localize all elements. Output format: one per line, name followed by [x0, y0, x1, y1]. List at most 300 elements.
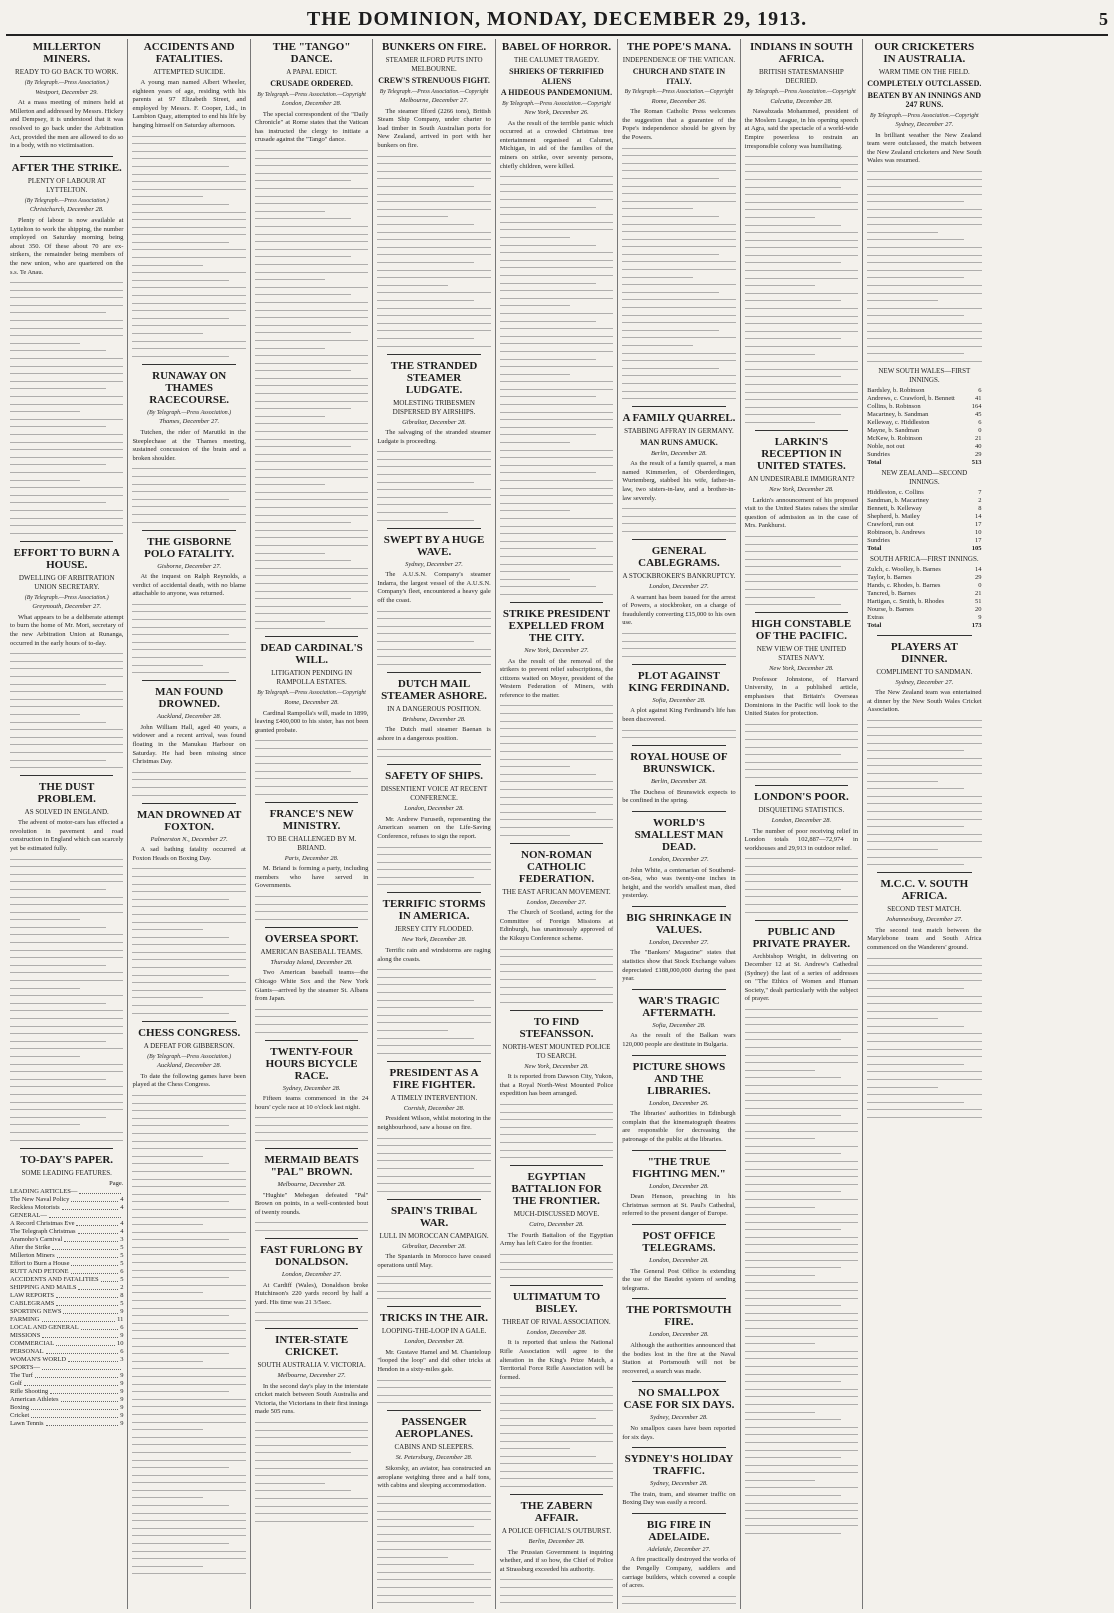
text-line	[132, 1222, 202, 1227]
features-index-page: 5	[120, 1259, 124, 1267]
text-line	[132, 1351, 228, 1356]
text-line	[500, 258, 613, 263]
features-index	[10, 1180, 123, 1428]
text-line	[10, 364, 123, 369]
text-line	[622, 297, 735, 302]
text-line	[500, 281, 596, 286]
text-line	[500, 1476, 613, 1481]
text-line	[500, 432, 596, 437]
text-line	[255, 1428, 368, 1433]
article-divider	[632, 1381, 725, 1382]
article-man-found-drowned	[132, 680, 245, 797]
article-body	[622, 1342, 735, 1376]
article-text-continuation	[255, 1220, 368, 1233]
article-subhead: DWELLING OF ARBITRATION UNION SECRETARY.	[18, 573, 115, 591]
features-index-label: PERSONAL	[10, 1347, 44, 1355]
article-dateline: New York, December 28.	[524, 1062, 589, 1070]
text-line	[745, 775, 858, 780]
article-paragraph: Plenty of labour is now available at Lyttelton to work the shipping, the number employed on Saturday morning being about 350. Of these about 70 are ex-strikers, the remainder being members of the new union, who are quartered on the s.s. Te Anau.	[10, 216, 124, 276]
article-divider	[20, 1148, 113, 1149]
article-text-continuation	[255, 894, 368, 922]
features-index-row	[10, 1324, 123, 1332]
features-index-row	[10, 1372, 123, 1380]
features-index-label: LOCAL AND GENERAL	[10, 1323, 79, 1331]
features-index-row	[10, 1196, 123, 1204]
runs: 21	[975, 589, 982, 597]
article-headline: DEAD CARDINAL'S WILL.	[260, 642, 363, 667]
text-line	[500, 947, 613, 952]
text-line	[745, 192, 858, 197]
text-line	[255, 308, 368, 313]
text-line	[377, 1547, 490, 1552]
text-line	[132, 1518, 245, 1523]
column-1	[6, 39, 128, 1609]
article-paragraph: Terrific rain and windstorms are raging along the coasts.	[377, 947, 491, 963]
article-dateline: Sydney, December 27.	[405, 560, 463, 568]
scorecard-title: NEW ZEALAND—SECOND INNINGS.	[881, 468, 968, 486]
text-line	[500, 825, 613, 830]
runs: 10	[975, 528, 982, 536]
text-line	[255, 535, 368, 540]
article-text-continuation	[500, 174, 613, 597]
column-4	[373, 39, 495, 1609]
dot-leader	[56, 1340, 115, 1346]
article-headline: WORLD'S SMALLEST MAN DEAD.	[634, 816, 724, 853]
text-line	[500, 1484, 613, 1489]
text-line	[867, 275, 964, 280]
text-line	[867, 336, 981, 341]
article-dateline: London, December 28.	[649, 1182, 709, 1190]
article-text-continuation	[10, 280, 123, 536]
text-line	[255, 1310, 368, 1315]
article-headline: MILLERTON MINERS.	[32, 41, 101, 65]
article-text-continuation	[377, 1274, 490, 1302]
article-text-continuation	[377, 154, 490, 349]
text-line	[500, 1140, 613, 1145]
text-line	[500, 410, 613, 415]
article-text-continuation	[377, 449, 490, 522]
article-subhead: NEW VIEW OF THE UNITED STATES NAVY.	[756, 645, 847, 663]
text-line	[622, 1594, 735, 1599]
text-line	[745, 1485, 858, 1490]
text-line	[255, 596, 351, 601]
article-credit: (By Telegraph.—Press Association.)	[24, 80, 109, 86]
text-line	[132, 957, 245, 962]
features-index-label: Cricket	[10, 1411, 30, 1419]
text-line	[745, 910, 858, 915]
text-line	[745, 1212, 858, 1217]
text-line	[132, 1397, 245, 1402]
text-line	[10, 379, 123, 384]
text-line	[745, 1280, 858, 1285]
text-line	[10, 651, 123, 656]
text-line	[132, 1374, 245, 1379]
text-line	[132, 1123, 228, 1128]
text-line	[867, 1092, 981, 1097]
text-line	[377, 1005, 490, 1010]
article-body	[377, 571, 490, 605]
text-line	[745, 737, 858, 742]
article-paragraph: Two American baseball teams—the Chicago White Sox and the New York Giants—arrived by the steamer St. Albans from Japan.	[254, 969, 369, 1003]
article-divider	[632, 906, 725, 907]
article-body	[622, 1193, 735, 1219]
features-index-label: Rifle Shooting	[10, 1387, 49, 1395]
article-divider	[387, 672, 480, 673]
text-line	[132, 912, 245, 917]
text-line	[867, 963, 981, 968]
text-line	[377, 169, 490, 174]
article-text-continuation	[867, 718, 981, 867]
article-plot-against-king-ferdinand	[622, 664, 735, 740]
text-line	[745, 767, 858, 772]
article-paragraph: As the result of the removal of the strikers to prevent relief subscriptions, the citizens waited on Moyer, president of the Western Federation of Miners, with reference to the matter.	[499, 657, 614, 699]
article-headline: SAFETY OF SHIPS.	[385, 770, 483, 783]
article-subhead: MOLESTING TRIBESMEN DISPERSED BY AIRSHIPS.	[392, 398, 476, 416]
features-index-row	[10, 1364, 123, 1372]
text-line	[745, 1372, 858, 1377]
article-paragraph: As the result of a family quarrel, a man named Kimmerlen, of Oberderdingen, Wurtemberg, stabbed his wife, father-in-law, two sisters-in-law, and a brother-in-law severely.	[622, 460, 736, 502]
text-line	[255, 738, 368, 743]
article-safety-of-ships	[377, 764, 490, 887]
text-line	[500, 1423, 613, 1428]
article-headline: THE DUST PROBLEM.	[37, 781, 96, 806]
text-line	[377, 867, 490, 872]
text-line	[132, 1154, 202, 1159]
text-line	[745, 1334, 858, 1339]
article-subhead: THE CALUMET TRAGEDY.	[514, 56, 599, 64]
article-body	[132, 1073, 245, 1090]
runs: 0	[978, 581, 982, 589]
text-line	[500, 795, 613, 800]
text-line	[622, 646, 735, 651]
article-big-fire-in-adelaide	[622, 1513, 735, 1609]
scorecard-row	[867, 574, 981, 582]
article-body	[255, 1383, 368, 1417]
text-line	[500, 584, 596, 589]
text-line	[255, 528, 368, 533]
text-line	[10, 432, 123, 437]
article-dateline: London, December 27.	[526, 898, 587, 906]
article-dateline: London, December 28.	[404, 805, 464, 813]
text-line	[745, 602, 841, 607]
article-text-continuation	[500, 1577, 613, 1609]
article-body	[745, 676, 858, 719]
article-headline: PRESIDENT AS A FIRE FIGHTER.	[389, 1066, 479, 1091]
article-body	[622, 867, 735, 901]
article-dateline: Berlin, December 28.	[650, 449, 707, 457]
text-line	[377, 260, 473, 265]
text-line	[132, 770, 245, 775]
article-text-continuation	[622, 146, 735, 402]
features-index-row	[10, 1284, 123, 1292]
text-line	[10, 402, 123, 407]
dot-leader	[71, 1260, 118, 1266]
text-line	[255, 421, 368, 426]
scorecard-row	[867, 489, 981, 497]
text-line	[500, 1132, 596, 1137]
text-line	[377, 747, 490, 752]
article-divider	[877, 635, 971, 636]
runs: 8	[978, 504, 982, 512]
article-paragraph: A sad bathing fatality occurred at Foxton Heads on Boxing Day.	[132, 846, 246, 862]
text-line	[500, 1416, 596, 1421]
article-body	[377, 1349, 490, 1375]
text-line	[867, 1001, 981, 1006]
text-line	[255, 156, 368, 161]
text-line	[10, 318, 123, 323]
text-line	[622, 313, 735, 318]
text-line	[255, 277, 325, 282]
text-line	[745, 1470, 858, 1475]
text-line	[745, 283, 815, 288]
text-line	[377, 306, 490, 311]
article-credit: (By Telegraph.—Press Association.)	[24, 197, 109, 204]
text-line	[10, 857, 123, 862]
column-5	[496, 39, 618, 1609]
article-passenger-aeroplanes	[377, 1410, 490, 1609]
text-line	[622, 222, 735, 227]
article-no-smallpox-case-for-six-days	[622, 1381, 735, 1442]
text-line	[10, 689, 123, 694]
article-dateline: Cairo, December 28.	[529, 1221, 584, 1229]
article-text-continuation	[255, 1115, 368, 1143]
text-line	[500, 319, 596, 324]
article-dateline: London, December 28.	[404, 1338, 464, 1346]
text-line	[255, 1458, 368, 1463]
article-dateline: Auckland, December 28.	[157, 1062, 222, 1070]
article-subhead: BRITISH STATESMANSHIP DECRIED.	[758, 68, 844, 85]
text-line	[500, 1439, 613, 1444]
total-runs: 513	[971, 458, 982, 466]
article-dateline: Melbourne, December 27.	[277, 1372, 346, 1379]
article-text-continuation	[377, 845, 490, 888]
article-subhead: READY TO GO BACK TO WORK.	[15, 68, 119, 76]
article-players-at-dinner	[867, 635, 981, 868]
article-dateline: London, December 27.	[649, 938, 709, 946]
article-subhead: CABINS AND SLEEPERS.	[394, 1443, 474, 1452]
text-line	[867, 184, 981, 189]
text-line	[745, 1394, 858, 1399]
text-line	[377, 1539, 490, 1544]
text-line	[500, 562, 613, 567]
article-divider	[265, 802, 358, 803]
text-line	[255, 1220, 368, 1225]
runs: 14	[975, 565, 982, 573]
text-line	[500, 394, 596, 399]
text-line	[622, 728, 735, 733]
features-index-row	[10, 1268, 123, 1276]
text-line	[132, 889, 245, 894]
text-line	[745, 1189, 841, 1194]
text-line	[132, 489, 245, 494]
text-line	[377, 336, 473, 341]
text-line	[500, 1600, 613, 1605]
text-line	[132, 172, 245, 177]
article-divider	[387, 354, 480, 355]
article-dateline: Johannesburg, December 27.	[886, 916, 963, 924]
features-index-page: 9	[120, 1331, 124, 1339]
text-line	[500, 779, 613, 784]
article-subhead: SHRIEKS OF TERRIFIED ALIENS	[509, 67, 604, 86]
article-divider	[265, 1328, 358, 1329]
article-oversea-sport	[255, 927, 368, 1035]
text-line	[132, 149, 245, 154]
article-dateline: St. Petersburg, December 28.	[395, 1454, 473, 1462]
text-line	[132, 141, 245, 146]
article-dateline: Adelaide, December 27.	[647, 1545, 711, 1553]
text-line	[745, 557, 858, 562]
text-line	[500, 227, 613, 232]
text-line	[255, 148, 368, 153]
features-index-page: 8	[120, 1291, 124, 1299]
article-divider	[387, 764, 480, 765]
article-paragraph: Although the authorities announced that the bodies lost in the fire at the Naval Station at Portsmouth will not be recovered, a search was made.	[622, 1341, 736, 1375]
text-line	[867, 237, 964, 242]
text-line	[10, 409, 80, 414]
text-line	[255, 917, 368, 922]
text-line	[10, 523, 123, 528]
text-line	[745, 397, 858, 402]
runs: 7	[978, 488, 982, 496]
article-strike-president-expelled-from-the-city	[500, 602, 613, 838]
scorecard-title: NEW SOUTH WALES—FIRST INNINGS.	[878, 366, 971, 384]
article-paragraph: At Cardiff (Wales), Donaldson broke Hutchinson's 220 yards record by half a yard. His time was 21 3/5sec.	[254, 1281, 369, 1306]
text-line	[377, 1158, 490, 1163]
text-line	[500, 1155, 613, 1160]
scorecard-row	[867, 505, 981, 513]
article-spain-s-tribal-war	[377, 1199, 490, 1302]
article-body	[255, 710, 368, 736]
text-line	[867, 956, 981, 961]
article-twenty-four-hours-bicycle-race	[255, 1040, 368, 1144]
article-headline: EGYPTIAN BATTALION FOR THE FRONTIER.	[511, 1171, 602, 1208]
text-line	[500, 250, 613, 255]
text-line	[377, 464, 490, 469]
text-line	[377, 975, 490, 980]
dot-leader	[52, 1244, 118, 1250]
text-line	[377, 990, 490, 995]
dot-leader	[56, 1292, 118, 1298]
text-line	[745, 359, 858, 364]
article-headline: GENERAL CABLEGRAMS.	[638, 545, 720, 569]
text-line	[132, 670, 228, 675]
text-line	[867, 832, 981, 837]
text-line	[745, 1318, 858, 1323]
text-line	[500, 1267, 613, 1272]
article-runaway-on-thames-racecourse	[132, 364, 245, 525]
features-index-row	[10, 1308, 123, 1316]
article-body	[132, 429, 245, 463]
dot-leader	[71, 1196, 118, 1202]
text-line	[10, 303, 123, 308]
text-line	[132, 346, 245, 351]
text-line	[377, 1378, 490, 1383]
article-millerton-miners	[10, 41, 123, 151]
text-line	[745, 1159, 858, 1164]
text-line	[377, 1509, 490, 1514]
article-dateline: London, December 26.	[649, 1099, 709, 1107]
text-line	[10, 531, 123, 536]
text-line	[255, 551, 325, 556]
text-line	[745, 1205, 815, 1210]
text-line	[500, 189, 613, 194]
text-line	[132, 1344, 245, 1349]
text-line	[255, 239, 368, 244]
text-line	[10, 485, 123, 490]
text-line	[745, 1250, 858, 1255]
text-line	[255, 566, 368, 571]
text-line	[500, 772, 596, 777]
text-line	[745, 306, 858, 311]
article-body	[622, 460, 735, 503]
article-dateline: Sofia, December 28.	[652, 696, 706, 704]
text-line	[622, 631, 735, 636]
text-line	[10, 864, 123, 869]
article-credit: By Telegraph.—Press Association.—Copyright	[747, 89, 856, 95]
text-line	[745, 1053, 858, 1058]
text-line	[132, 777, 245, 782]
article-general-cablegrams	[622, 539, 735, 659]
text-line	[10, 1031, 123, 1036]
text-line	[745, 1531, 841, 1536]
text-line	[10, 720, 106, 725]
text-line	[132, 874, 245, 879]
text-line	[377, 268, 490, 273]
text-line	[132, 1458, 245, 1463]
text-line	[132, 1093, 245, 1098]
text-line	[132, 1495, 202, 1500]
article-text-continuation	[255, 1007, 368, 1035]
text-line	[132, 1480, 245, 1485]
article-paragraph: The second test match between the Marylebone team and South Africa commenced on the Wanderers' ground.	[867, 926, 982, 951]
features-index-label: A Record Christmas Eve	[10, 1219, 75, 1227]
text-line	[377, 1593, 490, 1598]
text-line	[622, 184, 735, 189]
text-line	[745, 1136, 815, 1141]
text-line	[500, 508, 570, 513]
article-divider	[265, 927, 358, 928]
text-line	[745, 1022, 858, 1027]
column-7	[741, 39, 863, 1609]
text-line	[867, 771, 981, 776]
text-line	[500, 448, 613, 453]
text-line	[500, 802, 613, 807]
batsman: Taylor, b. Barnes	[867, 573, 912, 581]
text-line	[377, 214, 447, 219]
text-line	[377, 1151, 490, 1156]
article-paragraph: It is reported from Dawson City, Yukon, that a Royal North-West Mounted Police expedition has been arranged.	[499, 1073, 614, 1098]
article-dateline: New York, December 28.	[769, 665, 834, 673]
text-line	[377, 1274, 490, 1279]
features-index-label: The New Naval Policy	[10, 1195, 70, 1203]
text-line	[745, 268, 858, 273]
text-line	[255, 1228, 368, 1233]
text-line	[377, 480, 473, 485]
article-text-continuation	[745, 534, 858, 607]
text-line	[255, 776, 368, 781]
text-line	[255, 361, 368, 366]
text-line	[377, 1501, 490, 1506]
article-headline: EFFORT TO BURN A HOUSE.	[13, 546, 120, 571]
text-line	[255, 406, 351, 411]
article-headline: "THE TRUE FIGHTING MEN."	[632, 1155, 726, 1180]
text-line	[500, 440, 570, 445]
article-subhead: AS SOLVED IN ENGLAND.	[24, 808, 109, 817]
text-line	[500, 1469, 613, 1474]
article-divider	[632, 1150, 725, 1151]
text-line	[255, 1504, 368, 1509]
article-world-s-smallest-man-dead	[622, 811, 735, 901]
